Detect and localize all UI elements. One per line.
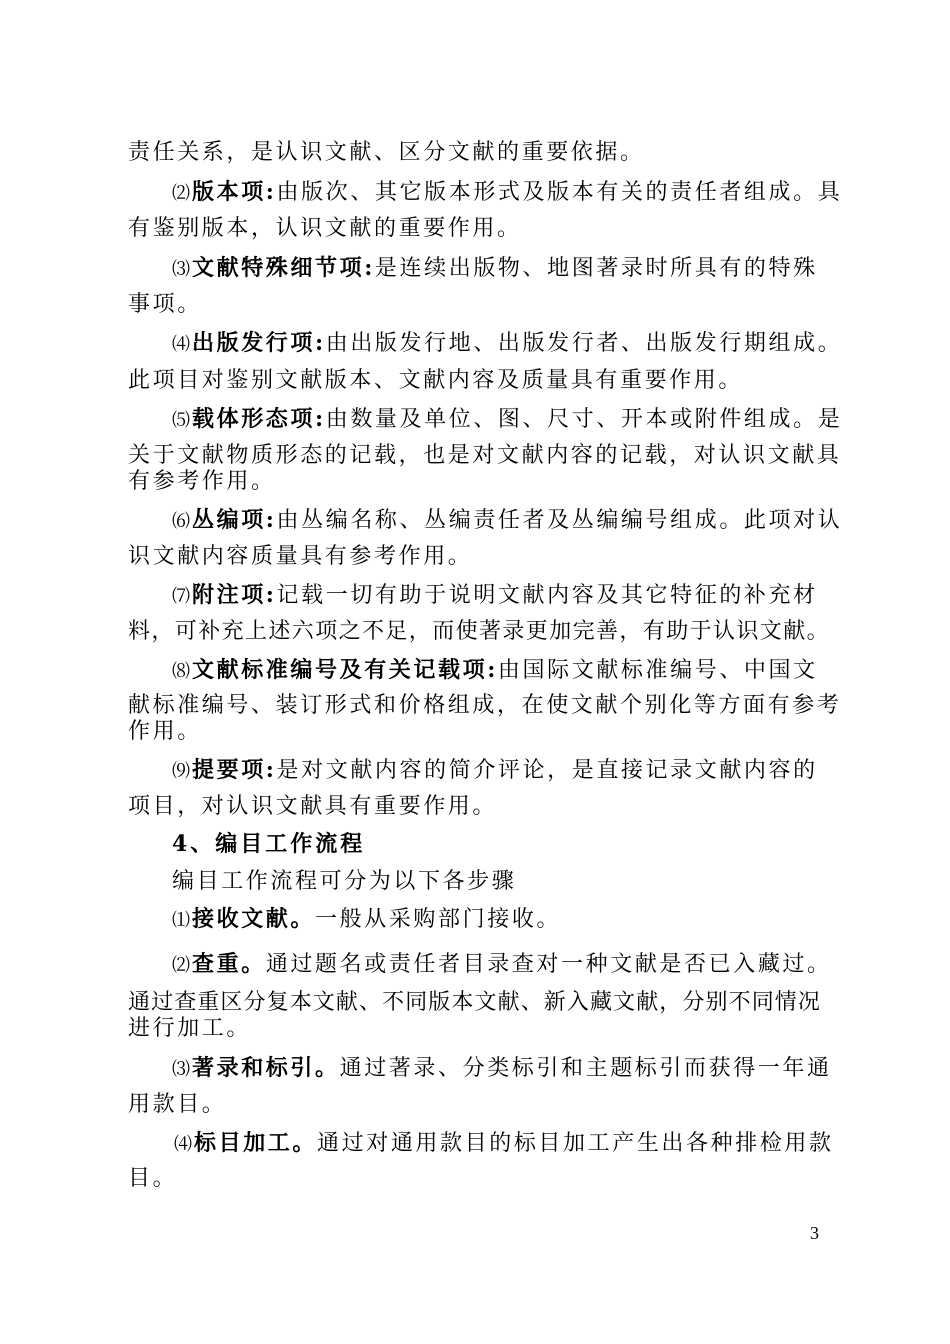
- item-title: 附注项:: [192, 582, 277, 608]
- item-number: ⑻: [172, 661, 190, 682]
- paragraph-version-item: ⑵版本项:由版次、其它版本形式及版本有关的责任者组成。具: [172, 179, 843, 205]
- item-number: ⑵: [172, 955, 190, 976]
- paragraph-abstract-item: ⑼提要项:是对文献内容的简介评论，是直接记录文献内容的: [172, 757, 818, 783]
- paragraph-notes-item: ⑺附注项:记载一切有助于说明文献内容及其它特征的补充材: [172, 582, 818, 608]
- item-number: ⑵: [172, 183, 190, 204]
- paragraph-physical-description-item: ⑸载体形态项:由数量及单位、图、尺寸、开本或附件组成。是: [172, 406, 843, 432]
- item-number: ⑶: [172, 1059, 190, 1080]
- item-title: 载体形态项:: [192, 406, 326, 432]
- item-title: 标目加工。: [194, 1130, 318, 1156]
- step-duplicate-check: ⑵查重。通过题名或责任者目录查对一种文献是否已入藏过。: [172, 951, 832, 977]
- step-cataloging-indexing: ⑶著录和标引。通过著录、分类标引和主题标引而获得一年通: [172, 1055, 832, 1081]
- item-title: 出版发行项:: [192, 330, 326, 356]
- page-number: 3: [810, 1223, 819, 1243]
- text-line: 用款目。: [128, 1092, 227, 1117]
- item-title: 文献标准编号及有关记载项:: [192, 657, 498, 683]
- item-number: ⑴: [172, 910, 190, 931]
- text-line: 识文献内容质量具有参考作用。: [128, 544, 473, 569]
- text-line: 编目工作流程可分为以下各步骤: [172, 869, 517, 894]
- item-number: ⑷: [172, 334, 190, 355]
- item-title: 版本项:: [192, 179, 277, 205]
- paragraph-publication-item: ⑷出版发行项:由出版发行地、出版发行者、出版发行期组成。: [172, 330, 843, 356]
- item-title: 查重。: [192, 951, 266, 977]
- text-line: 作用。: [128, 719, 202, 744]
- item-title: 文献特殊细节项:: [192, 255, 375, 281]
- item-title: 丛编项:: [192, 507, 277, 533]
- step-receive-documents: ⑴接收文献。一般从采购部门接收。: [172, 906, 562, 932]
- text-line: 责任关系，是认识文献、区分文献的重要依据。: [128, 140, 645, 165]
- paragraph-series-item: ⑹丛编项:由丛编名称、丛编责任者及丛编编号组成。此项对认: [172, 507, 843, 533]
- text-line: 事项。: [128, 292, 202, 317]
- paragraph-special-detail-item: ⑶文献特殊细节项:是连续出版物、地图著录时所具有的特殊: [172, 255, 818, 281]
- item-number: ⑺: [172, 586, 190, 607]
- paragraph-standard-number-item: ⑻文献标准编号及有关记载项:由国际文献标准编号、中国文: [172, 657, 818, 683]
- text-line: 通过查重区分复本文献、不同版本文献、新入藏文献，分别不同情况: [128, 990, 822, 1015]
- text-line: 目。: [128, 1166, 178, 1191]
- item-number: ⑼: [172, 761, 190, 782]
- step-heading-processing: ⑷标目加工。通过对通用款目的标目加工产生出各种排检用款: [174, 1130, 834, 1156]
- section-heading: 4、编目工作流程: [172, 831, 366, 857]
- text-line: 关于文献物质形态的记载，也是对文献内容的记载，对认识文献具: [128, 443, 842, 468]
- item-number: ⑹: [172, 511, 190, 532]
- text-line: 此项目对鉴别文献版本、文献内容及质量具有重要作用。: [128, 368, 744, 393]
- item-title: 接收文献。: [192, 906, 316, 932]
- text-line: 有参考作用。: [128, 469, 276, 494]
- item-title: 著录和标引。: [192, 1055, 340, 1081]
- item-number: ⑸: [172, 410, 190, 431]
- text-line: 项目，对认识文献具有重要作用。: [128, 794, 498, 819]
- text-line: 料，可补充上述六项之不足，而使著录更加完善，有助于认识文献。: [128, 619, 831, 644]
- text-line: 献标准编号、装订形式和价格组成，在使文献个别化等方面有参考: [128, 693, 842, 718]
- item-number: ⑷: [174, 1134, 192, 1155]
- item-title: 提要项:: [192, 757, 277, 783]
- item-number: ⑶: [172, 259, 190, 280]
- text-line: 有鉴别版本，认识文献的重要作用。: [128, 216, 522, 241]
- text-line: 进行加工。: [128, 1016, 252, 1041]
